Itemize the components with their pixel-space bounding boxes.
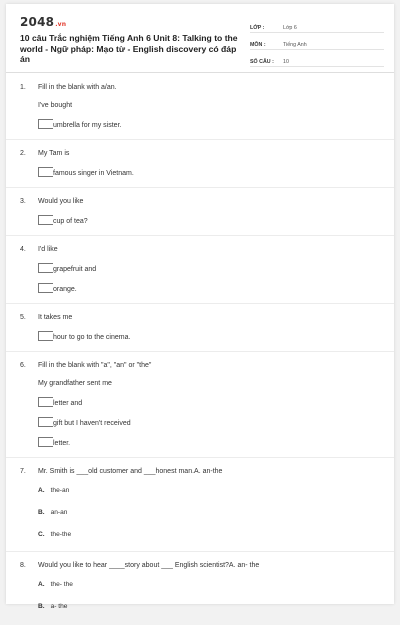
blank-text: letter. [53,440,71,447]
blank-box[interactable] [38,119,53,129]
question-1 [20,84,380,140]
option-letter: B. [38,509,45,516]
logo-text: 2048 [20,15,55,29]
blank-box[interactable] [38,397,53,407]
answer-options [38,487,380,553]
answer-blank[interactable] [38,263,380,273]
logo-suffix: .vn [55,21,67,28]
blank-box[interactable] [38,417,53,427]
header [6,4,394,68]
question-divider [6,551,394,552]
blank-text: grapefruit and [53,266,97,273]
question-8 [20,562,380,625]
option-a[interactable] [38,487,210,494]
answer-blank[interactable] [38,417,380,427]
question-text: Would you like [38,198,84,205]
option-letter: B. [38,603,45,610]
option-letter: C. [38,531,45,538]
meta-value: 10 [283,59,289,65]
question-text: Mr. Smith is ___old customer and ___honest man.A. an-the [38,468,223,475]
answer-blank[interactable] [38,283,380,293]
question-text: I'd like [38,246,58,253]
option-text: the-the [50,531,72,538]
answer-blank[interactable] [38,215,380,225]
meta-value: Lớp 6 [283,25,297,31]
blank-box[interactable] [38,283,53,293]
question-number: 2. [20,150,26,157]
option-letter: A. [38,581,45,588]
option-text: a- the [50,603,68,610]
question-2 [20,150,380,188]
meta-label: LỚP : [250,25,265,31]
answer-blank[interactable] [38,167,380,177]
question-number: 3. [20,198,26,205]
question-number: 7. [20,468,26,475]
meta-label: SỐ CÂU : [250,59,274,65]
option-a[interactable] [38,581,210,588]
question-text: Fill in the blank with a/an. [38,84,117,91]
answer-blank[interactable] [38,119,380,129]
answer-blank[interactable] [38,331,380,341]
meta-row-count [250,50,384,67]
header-divider [6,72,394,73]
question-number: 4. [20,246,26,253]
blank-box[interactable] [38,215,53,225]
question-number: 5. [20,314,26,321]
question-4 [20,246,380,304]
option-c[interactable] [38,531,210,538]
answer-blank[interactable] [38,437,380,447]
blank-box[interactable] [38,167,53,177]
answer-options [38,581,380,625]
option-text: the-an [50,487,70,494]
question-divider [6,457,394,458]
worksheet-page [6,4,394,610]
question-text: Fill in the blank with "a", "an" or "the" [38,362,152,369]
blank-box[interactable] [38,437,53,447]
question-6 [20,362,380,458]
question-number: 1. [20,84,26,91]
blank-text: famous singer in Vietnam. [53,170,134,177]
meta-table [250,16,384,67]
meta-label: MÔN : [250,42,266,48]
site-logo[interactable] [20,15,66,29]
question-text: Would you like to hear ____story about ___ English scientist?A. an- the [38,562,260,569]
option-text: an-an [50,509,68,516]
question-text: It takes me [38,314,73,321]
option-text: the- the [50,581,73,588]
question-divider [6,303,394,304]
question-subtext: I've bought [38,102,73,109]
blank-text: letter and [53,400,83,407]
blank-text: umbrella for my sister. [53,122,122,129]
option-b[interactable] [38,603,210,610]
question-divider [6,235,394,236]
blank-text: orange. [53,286,77,293]
question-3 [20,198,380,236]
question-7 [20,468,380,552]
question-number: 6. [20,362,26,369]
meta-value: Tiếng Anh [283,42,307,48]
blank-text: gift but I haven't received [53,420,131,427]
meta-row-class [250,16,384,33]
question-text: My Tam is [38,150,70,157]
answer-blank[interactable] [38,397,380,407]
question-divider [6,139,394,140]
page-title: 10 câu Trắc nghiệm Tiếng Anh 6 Unit 8: Talking to the world - Ngữ pháp: Mạo từ - English discovery có đáp án [20,33,238,64]
question-list [20,84,380,625]
option-b[interactable] [38,509,210,516]
blank-text: hour to go to the cinema. [53,334,131,341]
question-number: 8. [20,562,26,569]
blank-box[interactable] [38,331,53,341]
question-subtext: My grandfather sent me [38,380,112,387]
meta-row-subject [250,33,384,50]
question-5 [20,314,380,352]
option-letter: A. [38,487,45,494]
question-divider [6,187,394,188]
blank-text: cup of tea? [53,218,88,225]
blank-box[interactable] [38,263,53,273]
question-divider [6,351,394,352]
